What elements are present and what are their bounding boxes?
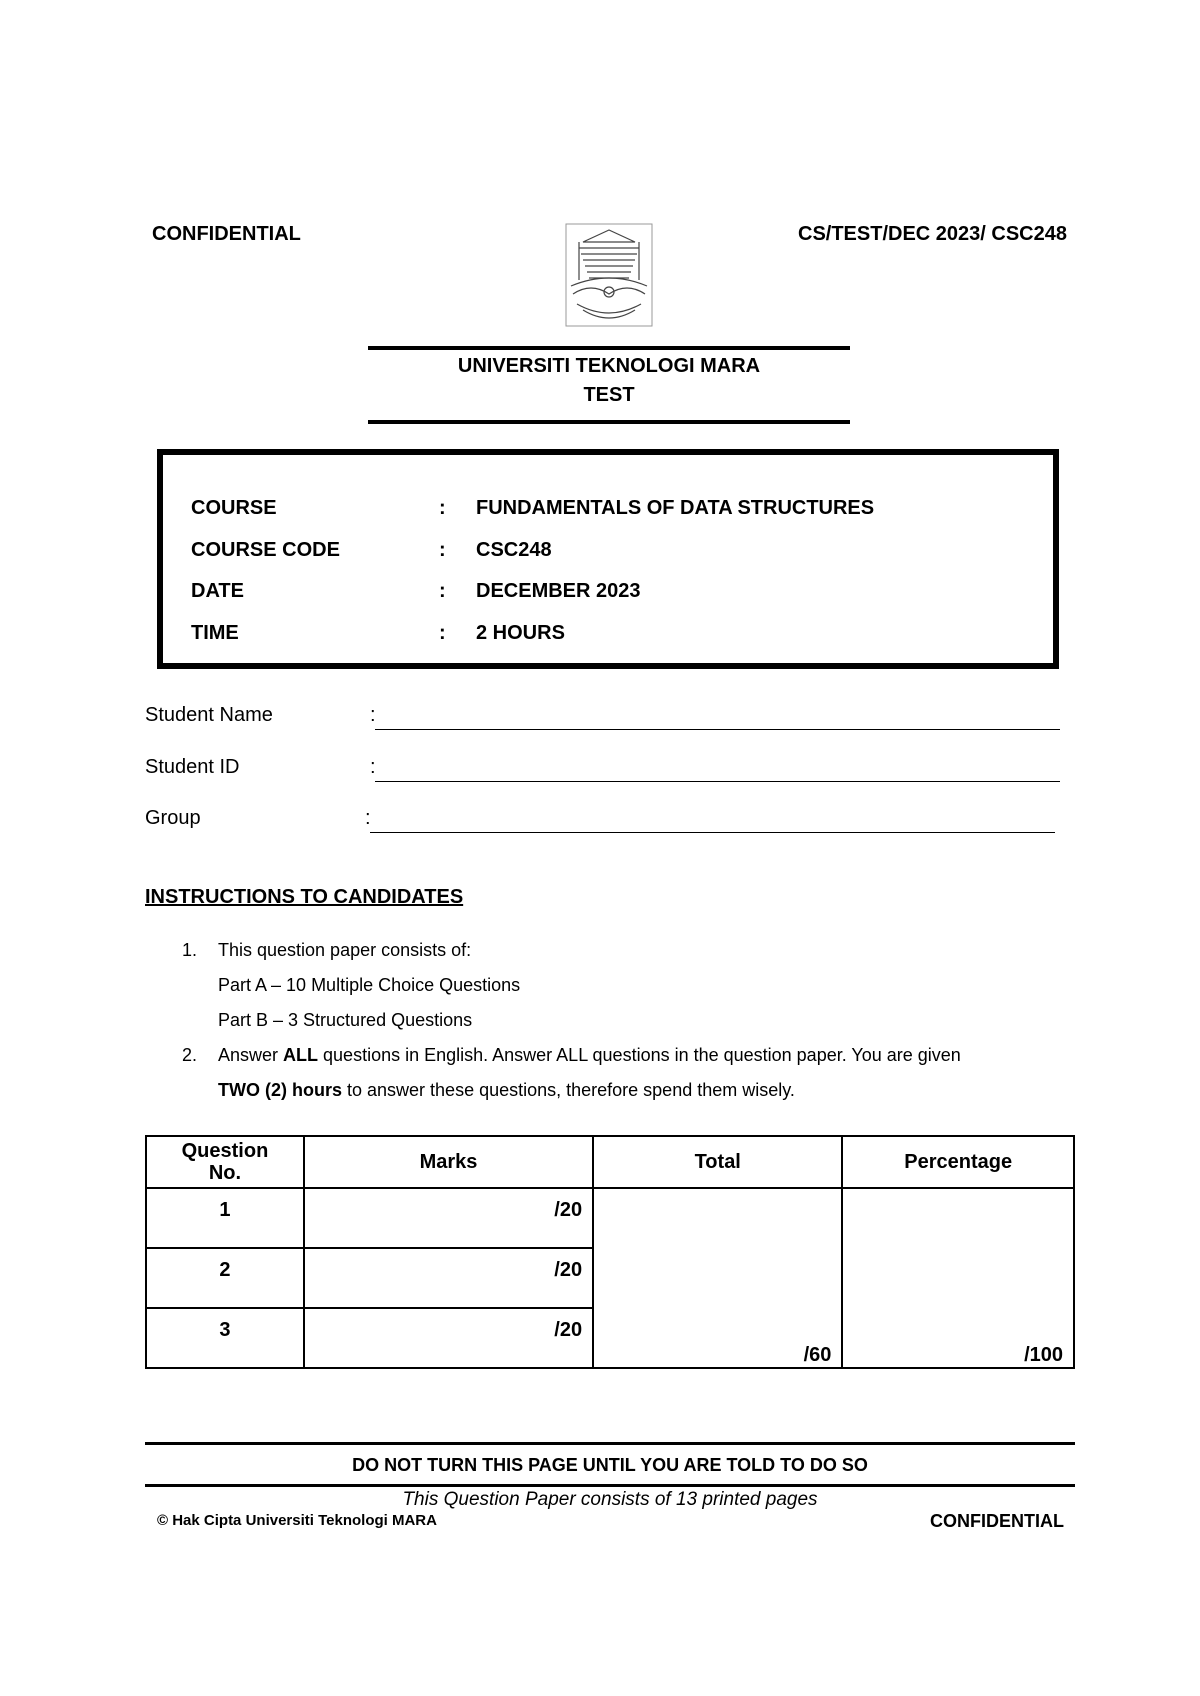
instruction-2-line2 — [218, 1080, 795, 1101]
instruction-1-part-a: Part A – 10 Multiple Choice Questions — [218, 975, 521, 995]
question-marks: /20 — [304, 1248, 593, 1308]
total-cell: /60 — [593, 1188, 842, 1368]
date-row — [191, 580, 1051, 606]
instruction-2-mid: questions in English. Answer ALL questions in the question paper. You are given — [318, 1045, 961, 1065]
course-colon: : — [439, 497, 446, 519]
question-marks: /20 — [304, 1308, 593, 1368]
footer-rule-bottom — [145, 1484, 1075, 1487]
student-id-row — [145, 756, 1065, 786]
instruction-2-line1 — [218, 1045, 961, 1066]
instruction-2-bold-hours: TWO (2) hours — [218, 1080, 342, 1100]
instructions-title: INSTRUCTIONS TO CANDIDATES — [145, 886, 464, 908]
university-name: UNIVERSITI TEKNOLOGI MARA — [457, 355, 761, 377]
header-confidential: CONFIDENTIAL — [152, 223, 301, 245]
instruction-1-number: 1. — [182, 940, 198, 960]
student-name-colon: : — [370, 704, 376, 726]
date-colon: : — [439, 580, 446, 602]
course-code-label: COURSE CODE — [191, 539, 340, 561]
time-row — [191, 622, 1051, 648]
header-paper-code: CS/TEST/DEC 2023/ CSC248 — [798, 223, 1067, 245]
test-subtitle: TEST — [583, 384, 635, 406]
university-crest-icon — [563, 222, 655, 328]
footer-warning: DO NOT TURN THIS PAGE UNTIL YOU ARE TOLD TO DO SO — [352, 1455, 868, 1475]
group-label: Group — [145, 807, 201, 829]
instruction-2-number: 2. — [182, 1045, 198, 1065]
student-name-label: Student Name — [145, 704, 273, 726]
student-id-field[interactable] — [375, 781, 1060, 782]
time-label: TIME — [191, 622, 239, 644]
percentage-cell: /100 — [842, 1188, 1074, 1368]
group-field[interactable] — [370, 832, 1055, 833]
group-row — [145, 807, 1065, 837]
question-number: 1 — [146, 1188, 304, 1248]
question-marks: /20 — [304, 1188, 593, 1248]
time-colon: : — [439, 622, 446, 644]
date-value: DECEMBER 2023 — [476, 580, 641, 602]
date-label: DATE — [191, 580, 244, 602]
instruction-1-part-b: Part B – 3 Structured Questions — [218, 1010, 473, 1030]
footer-page-note: This Question Paper consists of 13 printed pages — [402, 1489, 818, 1510]
course-code-row — [191, 539, 1051, 565]
table-row — [146, 1188, 1074, 1248]
header-percentage: Percentage — [842, 1136, 1074, 1188]
group-colon: : — [365, 807, 371, 829]
header-total: Total — [593, 1136, 842, 1188]
marks-table-header — [146, 1136, 1074, 1188]
course-value: FUNDAMENTALS OF DATA STRUCTURES — [476, 497, 875, 519]
footer-rule-top — [145, 1442, 1075, 1445]
footer-confidential: CONFIDENTIAL — [930, 1511, 1064, 1531]
student-id-label: Student ID — [145, 756, 240, 778]
instruction-2-post: to answer these questions, therefore spend them wisely. — [342, 1080, 795, 1100]
title-rule-top — [368, 346, 850, 350]
marks-table — [145, 1135, 1075, 1369]
header-marks: Marks — [304, 1136, 593, 1188]
student-name-row — [145, 704, 1065, 734]
student-name-field[interactable] — [375, 729, 1060, 730]
question-number: 2 — [146, 1248, 304, 1308]
time-value: 2 HOURS — [476, 622, 565, 644]
header-question-no: Question No. — [146, 1136, 304, 1188]
course-row — [191, 497, 1051, 523]
course-code-colon: : — [439, 539, 446, 561]
footer-copyright: © Hak Cipta Universiti Teknologi MARA — [157, 1512, 437, 1529]
instruction-2-bold-all: ALL — [283, 1045, 319, 1065]
course-label: COURSE — [191, 497, 277, 519]
course-info-box — [157, 449, 1059, 669]
instruction-2-pre: Answer — [218, 1045, 284, 1065]
university-title-block — [368, 352, 850, 410]
title-rule-bottom — [368, 420, 850, 424]
question-number: 3 — [146, 1308, 304, 1368]
course-code-value: CSC248 — [476, 539, 552, 561]
instruction-1-text: This question paper consists of: — [218, 940, 472, 960]
student-id-colon: : — [370, 756, 376, 778]
